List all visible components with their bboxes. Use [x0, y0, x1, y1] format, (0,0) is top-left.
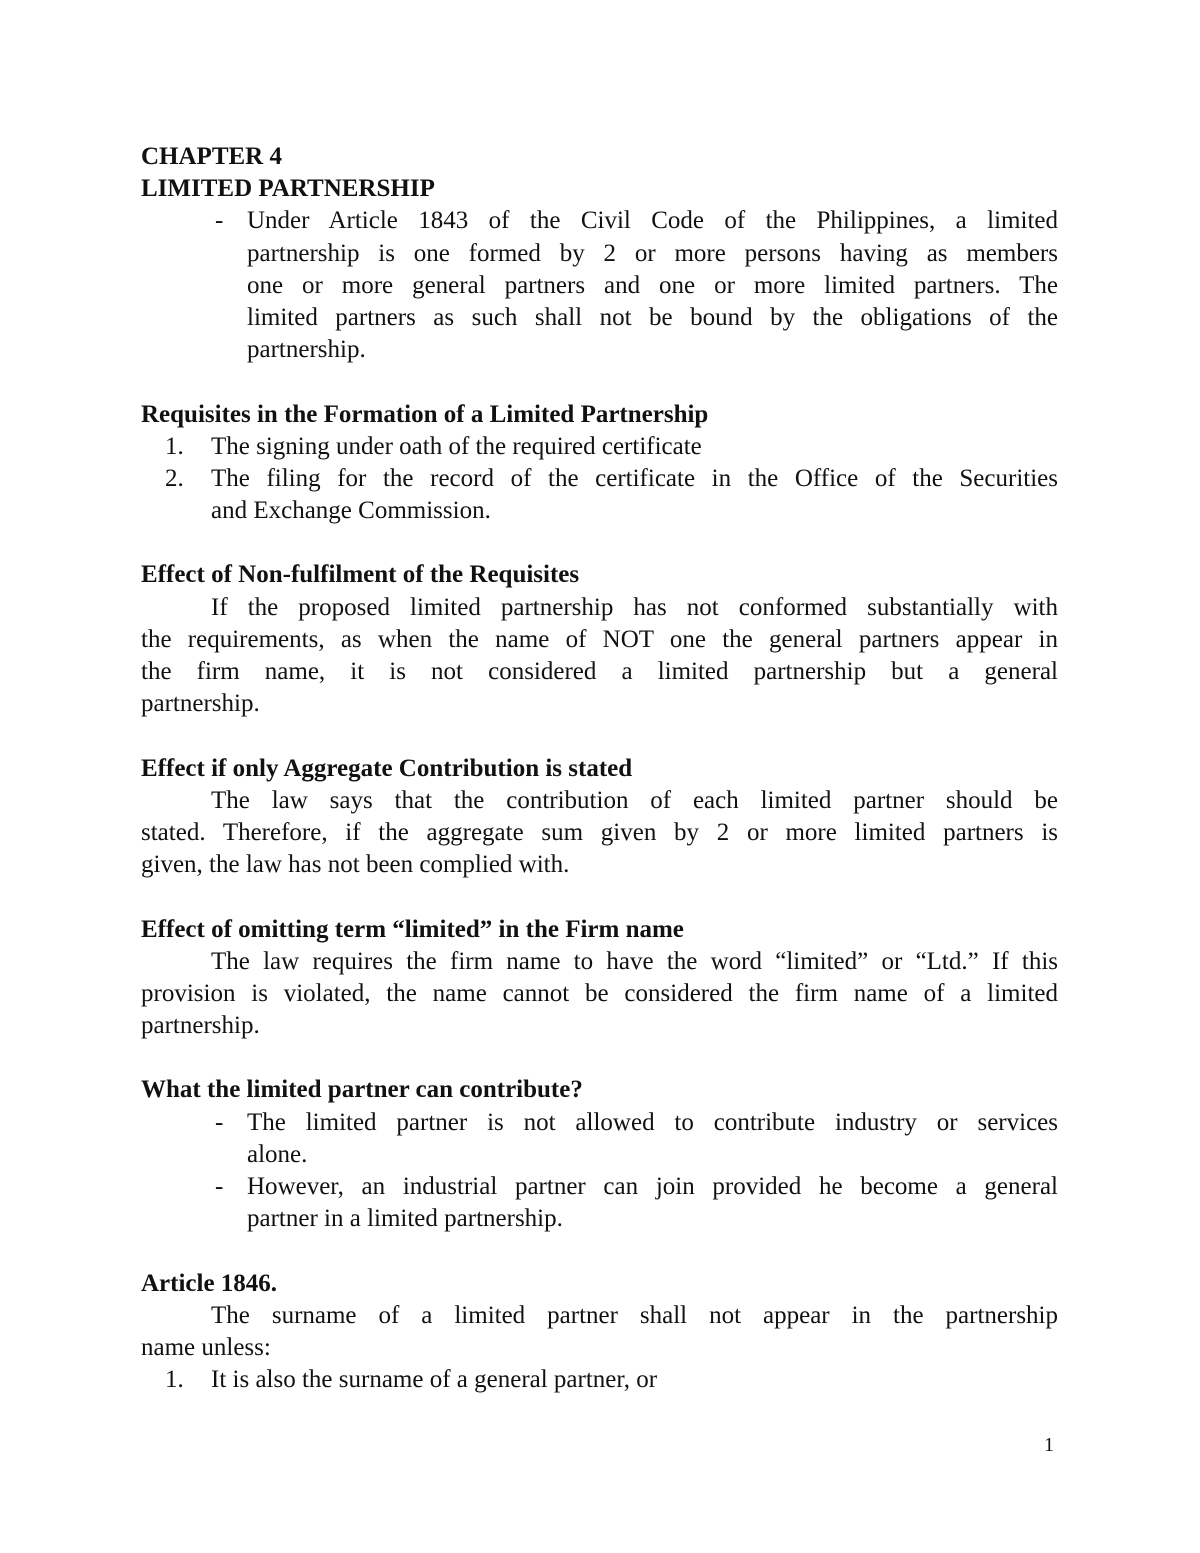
text-line: partnership is one formed by 2 or more persons having as members [247, 239, 1058, 267]
list-item: It is also the surname of a general partner, or [211, 1366, 658, 1394]
list-number: 1. [165, 432, 184, 460]
section-heading: Effect if only Aggregate Contribution is stated [141, 754, 633, 782]
page-number: 1 [1044, 1434, 1054, 1456]
text-line: partnership. [247, 336, 366, 364]
chapter-label: CHAPTER 4 [141, 143, 282, 170]
text-line: stated. Therefore, if the aggregate sum given by 2 or more limited partners is [141, 818, 1058, 846]
chapter-title: LIMITED PARTNERSHIP [141, 175, 435, 203]
text-line: provision is violated, the name cannot be considered the firm name of a limited [141, 979, 1058, 1007]
text-line: Under Article 1843 of the Civil Code of the Philippines, a limited [247, 207, 1058, 235]
section-heading: Requisites in the Formation of a Limited Partnership [141, 400, 709, 428]
list-number: 1. [165, 1366, 184, 1394]
text-line: alone. [247, 1140, 308, 1168]
text-line: The surname of a limited partner shall not appear in the partnership [211, 1301, 1058, 1329]
text-line: The law requires the firm name to have the word “limited” or “Ltd.” If this [211, 947, 1058, 975]
text-line: partner in a limited partnership. [247, 1205, 563, 1233]
text-line: The law says that the contribution of each limited partner should be [211, 786, 1058, 814]
dash-bullet: - [215, 1108, 224, 1136]
list-item: The limited partner is not allowed to contribute industry or services [247, 1108, 1058, 1136]
text-line: limited partners as such shall not be bound by the obligations of the [247, 303, 1058, 331]
list-item: The signing under oath of the required certificate [211, 432, 702, 460]
text-line: given, the law has not been complied with. [141, 851, 570, 879]
section-heading: Effect of omitting term “limited” in the Firm name [141, 915, 684, 943]
list-item: However, an industrial partner can join provided he become a general [247, 1173, 1058, 1200]
section-heading: Article 1846. [141, 1269, 278, 1297]
document-page [141, 141, 1058, 1396]
intro-bullet [141, 205, 1058, 366]
text-line: the requirements, as when the name of NOT one the general partners appear in [141, 625, 1058, 653]
dash-bullet: - [215, 207, 224, 235]
list-item: The filing for the record of the certificate in the Office of the Securities [211, 464, 1058, 492]
text-line: and Exchange Commission. [211, 497, 491, 525]
section-heading: What the limited partner can contribute? [141, 1076, 583, 1104]
text-line: name unless: [141, 1333, 271, 1361]
text-line: partnership. [141, 1012, 260, 1040]
dash-bullet: - [215, 1173, 224, 1200]
list-number: 2. [165, 464, 184, 492]
text-line: If the proposed limited partnership has not conformed substantially with [211, 593, 1058, 621]
section-heading: Effect of Non-fulfilment of the Requisites [141, 561, 580, 589]
text-line: the firm name, it is not considered a limited partnership but a general [141, 658, 1058, 685]
text-line: one or more general partners and one or more limited partners. The [247, 271, 1058, 299]
text-line: partnership. [141, 690, 260, 718]
